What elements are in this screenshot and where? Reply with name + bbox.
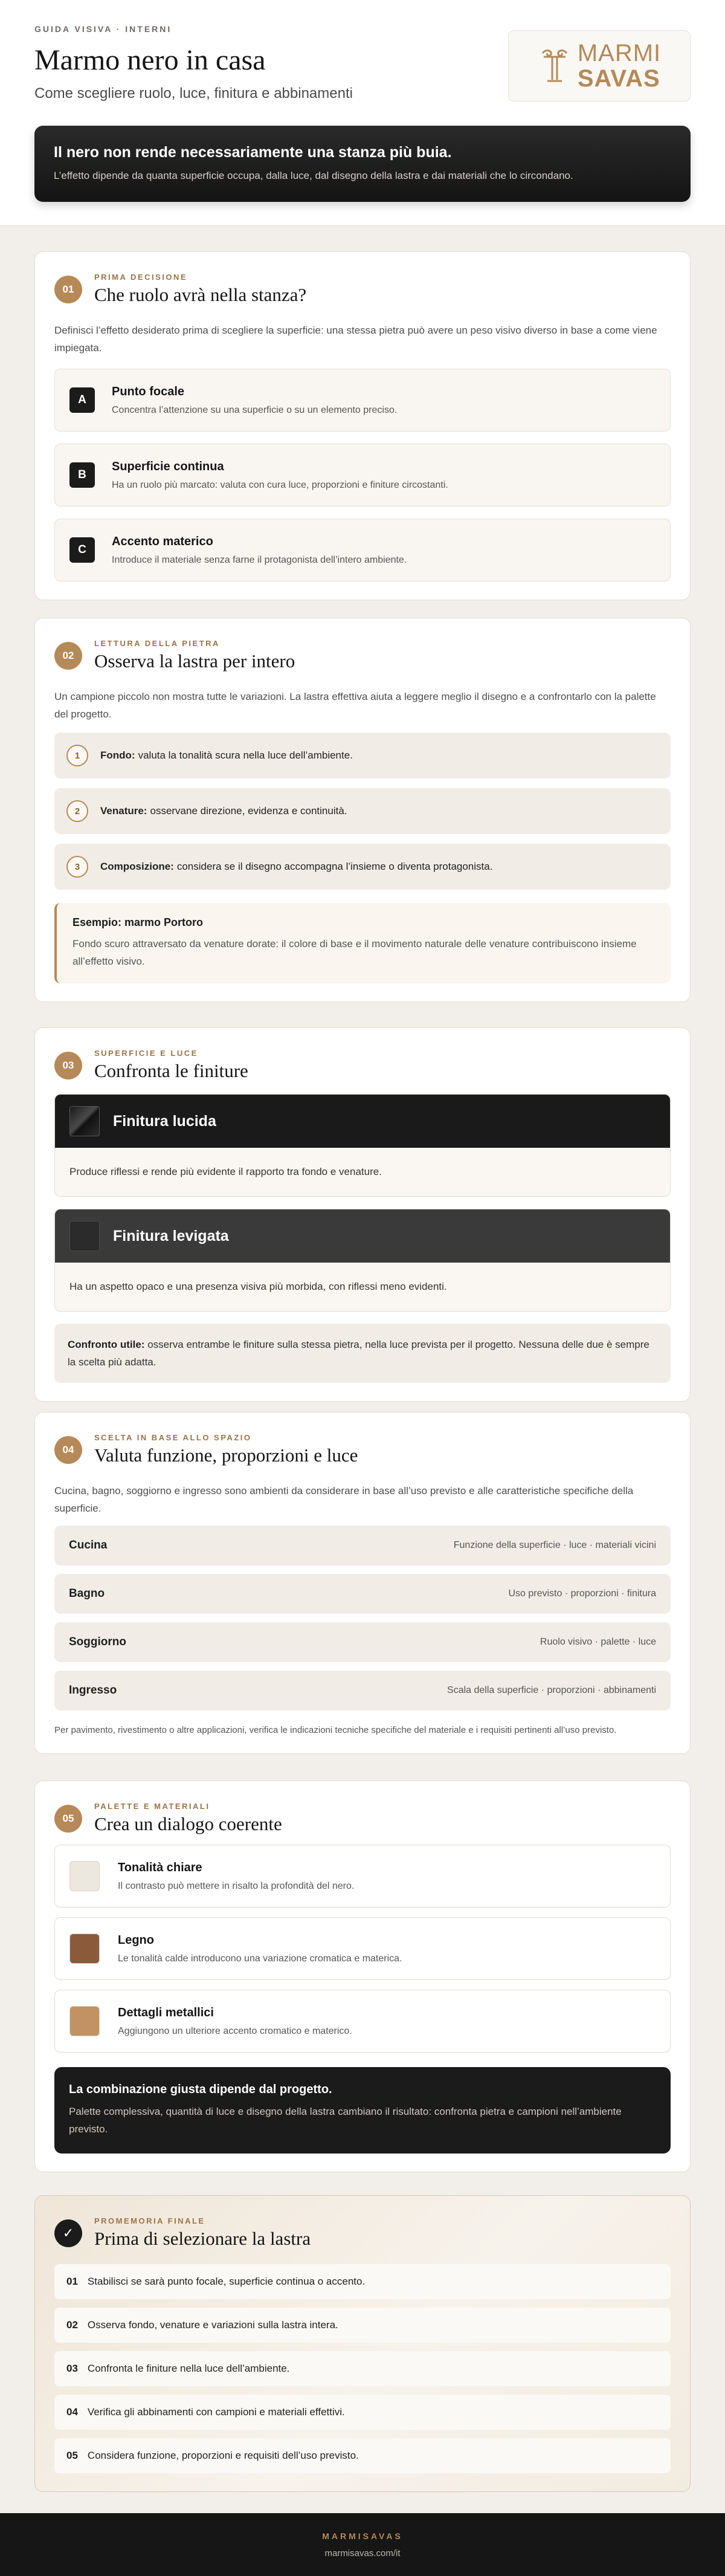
checklist-text: Osserva fondo, venature e variazioni sulla lastra intera. — [87, 2319, 338, 2331]
step-label: Fondo: — [100, 749, 135, 761]
page-title: Marmo nero in casa — [34, 44, 266, 76]
step-item — [54, 733, 671, 778]
material-title: Dettagli metallici — [118, 2005, 214, 2019]
section-title: Valuta funzione, proporzioni e luce — [94, 1445, 358, 1466]
footer — [0, 2513, 725, 2576]
step-number: 1 — [66, 745, 88, 766]
option-material-accent — [54, 519, 671, 581]
page-subtitle: Come scegliere ruolo, luce, finitura e abbinamenti — [34, 85, 353, 102]
finish-honed — [54, 1209, 671, 1312]
room-row-kitchen — [54, 1526, 671, 1565]
section-number: 05 — [54, 1805, 82, 1833]
material-metal — [54, 1990, 671, 2053]
color-swatch — [69, 1934, 100, 1964]
footer-link[interactable]: marmisavas.com/it — [324, 2548, 401, 2558]
section-number: 02 — [54, 642, 82, 670]
combination-callout — [54, 2067, 671, 2154]
step-text: osservane direzione, evidenza e continuità. — [150, 805, 347, 817]
finish-desc: Produce riflessi e rende più evidente il rapporto tra fondo e venature. — [55, 1148, 670, 1196]
option-letter: A — [69, 387, 95, 413]
option-title: Superficie continua — [112, 459, 224, 473]
step-label: Venature: — [100, 805, 147, 817]
gloss-swatch — [69, 1106, 100, 1136]
step-number: 3 — [66, 856, 88, 878]
checklist-number: 05 — [66, 2450, 78, 2461]
finish-desc: Ha un aspetto opaco e una presenza visiva più morbida, con riflessi meno evidenti. — [55, 1263, 670, 1311]
section-intro: Definisci l’effetto desiderato prima di scegliere la superficie: una stessa pietra può avere un peso visivo diverso in base a come viene impiegata. — [54, 325, 657, 354]
marble-column-icon — [538, 47, 572, 85]
example-box — [54, 903, 671, 983]
color-swatch — [69, 1861, 100, 1891]
example-title: Esempio: marmo Portoro — [72, 916, 204, 928]
checklist-item — [54, 2438, 671, 2473]
room-name: Cucina — [69, 1539, 108, 1552]
section-number: 04 — [54, 1436, 82, 1464]
technical-footnote: Per pavimento, rivestimento o altre applicazioni, verifica le indicazioni tecniche specifiche del materiale e i requisiti pertinenti all’uso previsto. — [54, 1725, 617, 1735]
section-spaces — [34, 1412, 691, 1754]
finish-title: Finitura lucida — [113, 1112, 216, 1130]
section-eyebrow: PROMEMORIA FINALE — [94, 2216, 205, 2225]
color-swatch — [69, 2006, 100, 2036]
section-eyebrow: PRIMA DECISIONE — [94, 273, 188, 282]
checklist-number: 03 — [66, 2363, 78, 2374]
section-title: Che ruolo avrà nella stanza? — [94, 284, 307, 305]
checklist-item — [54, 2351, 671, 2386]
finish-gloss — [54, 1094, 671, 1197]
header — [0, 0, 725, 226]
room-row-bathroom — [54, 1574, 671, 1614]
step-text: valuta la tonalità scura nella luce dell’ambiente. — [138, 749, 353, 761]
step-number: 2 — [66, 800, 88, 822]
material-title: Legno — [118, 1933, 154, 1947]
note-text: osserva entrambe le finiture sulla stessa pietra, nella luce prevista per il progetto. Nessuna delle due è sempre la scelta più adatta. — [68, 1339, 649, 1368]
checklist-text: Considera funzione, proporzioni e requisiti dell’uso previsto. — [87, 2450, 359, 2461]
section-role — [34, 251, 691, 600]
header-kicker: GUIDA VISIVA · INTERNI — [34, 24, 172, 34]
option-continuous-surface — [54, 444, 671, 506]
room-name: Ingresso — [69, 1684, 117, 1697]
material-desc: Aggiungono un ulteriore accento cromatico e materico. — [118, 2025, 352, 2036]
intro-banner — [34, 126, 691, 202]
material-desc: Il contrasto può mettere in risalto la profondità del nero. — [118, 1880, 355, 1891]
logo-word-2: SAVAS — [577, 65, 660, 92]
section-intro: Un campione piccolo non mostra tutte le variazioni. La lastra effettiva aiuta a leggere meglio il disegno e a confrontarlo con la palette del progetto. — [54, 691, 656, 720]
matte-swatch — [69, 1221, 100, 1251]
comparison-note — [54, 1324, 671, 1383]
brand-logo — [508, 30, 691, 102]
finish-title: Finitura levigata — [113, 1227, 229, 1244]
footer-brand: MARMISAVAS — [322, 2531, 403, 2541]
option-desc: Introduce il materiale senza farne il protagonista dell’intero ambiente. — [112, 554, 407, 565]
option-letter: C — [69, 537, 95, 563]
section-intro: Cucina, bagno, soggiorno e ingresso sono ambienti da considerare in base all’uso previsto e alle caratteristiche specifiche della superficie. — [54, 1485, 634, 1514]
room-tags: Funzione della superficie · luce · materiali vicini — [453, 1540, 656, 1550]
checklist-text: Verifica gli abbinamenti con campioni e materiali effettivi. — [87, 2406, 345, 2418]
checklist-item — [54, 2308, 671, 2343]
section-eyebrow: SCELTA IN BASE ALLO SPAZIO — [94, 1433, 252, 1442]
option-focal-point — [54, 369, 671, 432]
callout-text: Palette complessiva, quantità di luce e disegno della lastra cambiano il risultato: confronta pietra e campioni nell’ambiente previsto. — [69, 2106, 622, 2135]
option-title: Punto focale — [112, 384, 185, 398]
checklist-text: Stabilisci se sarà punto focale, superficie continua o accento. — [87, 2276, 366, 2287]
room-tags: Scala della superficie · proporzioni · abbinamenti — [447, 1685, 656, 1695]
section-title: Crea un dialogo coerente — [94, 1813, 282, 1834]
option-desc: Concentra l’attenzione su una superficie o su un elemento preciso. — [112, 404, 398, 415]
final-checklist — [34, 2195, 691, 2492]
banner-heading: Il nero non rende necessariamente una stanza più buia. — [54, 144, 452, 161]
section-title: Confronta le finiture — [94, 1060, 248, 1081]
section-title: Prima di selezionare la lastra — [94, 2228, 311, 2249]
note-label: Confronto utile: — [68, 1339, 145, 1350]
checklist-item — [54, 2264, 671, 2299]
option-letter: B — [69, 462, 95, 488]
option-desc: Ha un ruolo più marcato: valuta con cura luce, proporzioni e finiture circostanti. — [112, 479, 448, 490]
option-title: Accento materico — [112, 534, 213, 548]
section-number: 03 — [54, 1052, 82, 1079]
material-light-tones — [54, 1845, 671, 1908]
callout-heading: La combinazione giusta dipende dal progetto. — [69, 2083, 332, 2096]
section-title: Osserva la lastra per intero — [94, 650, 295, 672]
room-tags: Ruolo visivo · palette · luce — [540, 1637, 656, 1647]
checklist-number: 04 — [66, 2406, 78, 2418]
step-label: Composizione: — [100, 861, 174, 872]
section-slab — [34, 618, 691, 1002]
checklist-item — [54, 2395, 671, 2430]
section-eyebrow: PALETTE E MATERIALI — [94, 1802, 210, 1811]
section-eyebrow: SUPERFICIE E LUCE — [94, 1049, 198, 1058]
section-number: 01 — [54, 276, 82, 303]
room-row-entrance — [54, 1671, 671, 1710]
checklist-number: 02 — [66, 2319, 78, 2331]
material-wood — [54, 1917, 671, 1980]
check-icon: ✓ — [54, 2219, 82, 2247]
material-title: Tonalità chiare — [118, 1860, 202, 1874]
banner-text: L’effetto dipende da quanta superficie occupa, dalla luce, dal disegno della lastra e dai materiali che lo circondano. — [54, 170, 573, 181]
step-item — [54, 844, 671, 890]
room-name: Soggiorno — [69, 1636, 126, 1648]
step-text: considera se il disegno accompagna l’insieme o diventa protagonista. — [176, 861, 493, 872]
checklist-number: 01 — [66, 2276, 78, 2287]
material-desc: Le tonalità calde introducono una variazione cromatica e materica. — [118, 1953, 402, 1964]
section-eyebrow: LETTURA DELLA PIETRA — [94, 639, 220, 648]
logo-word-1: MARMI — [577, 40, 662, 66]
step-item — [54, 788, 671, 834]
room-name: Bagno — [69, 1587, 105, 1600]
room-row-living — [54, 1622, 671, 1662]
section-palette — [34, 1781, 691, 2172]
checklist-text: Confronta le finiture nella luce dell’ambiente. — [87, 2363, 290, 2374]
section-finishes — [34, 1027, 691, 1402]
example-text: Fondo scuro attraversato da venature dorate: il colore di base e il movimento naturale delle venature contribuiscono insieme all’effetto visivo. — [72, 938, 637, 967]
room-tags: Uso previsto · proporzioni · finitura — [508, 1588, 656, 1599]
